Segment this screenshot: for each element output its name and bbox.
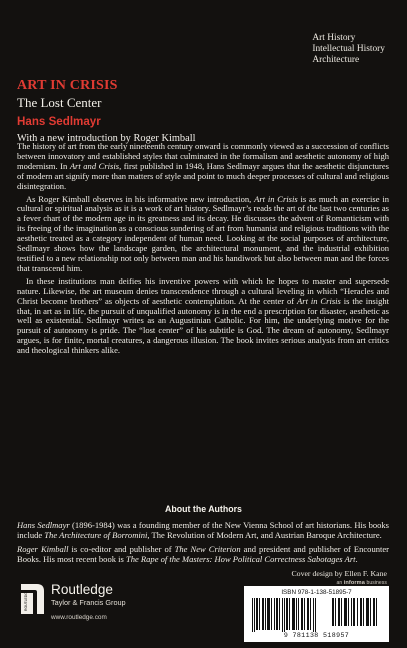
price-barcode-icon [332, 598, 378, 626]
isbn-label: ISBN 978-1-138-51895-7 [281, 589, 352, 596]
publisher-name-block [51, 582, 126, 607]
informa-business-tag: an informa business [336, 580, 387, 586]
subject-list [312, 33, 385, 66]
description-paragraph: As Roger Kimball observes in his informative new introduction, Art in Crisis is as much an exercise in cultural or spiritual analysis as it is a work of art history. Sedlmayr’s reads the art of the last two centuries as a fever chart of the modern age in its greatness and its decay. He discusses the advent of Romanticism with its freeing of the imagination as a conscious sundering of art from humanist and religious traditions with the aesthetic treated as a category independent of human need. Looking at the social purposes of architecture, Sedlmayr shows how the landscape garden, the architectural monument, and the industrial exhibition testified to a new relationship not only between man and his handiwork but also between man and the forces that transcend him. [17, 193, 389, 273]
barcode-icon [252, 598, 316, 632]
title-block [17, 78, 389, 146]
barcode-panel [244, 586, 389, 642]
description-paragraph: The history of art from the early nineteenth century onward is commonly viewed as a succession of conflicts between innovatory and established styles that culminated in the formalism and aesthetic autonomy of high modernism. In Art and Crisis, first published in 1948, Hans Sedlmayr argues that the aesthetic disjunctures of modern art signify more than matters of style and point to much deeper processes of cultural and religious disintegration. [17, 141, 389, 191]
about-authors-text [17, 520, 389, 568]
author-bio: Roger Kimball is co-editor and publisher of The New Criterion and president and publisher of Encounter Books. His most recent book is The Rape of the Masters: How Political Correctness Sabotages Art. [17, 544, 390, 564]
book-title: ART IN CRISIS [17, 78, 118, 93]
publisher-website: www.routledge.com [51, 614, 107, 621]
author-bio: Hans Sedlmayr (1896-1984) was a founding member of the New Vienna School of art historians. His books include The Architecture of Borromini, The Revolution of Modern Art, and Austrian Baroque Architecture. [17, 520, 389, 540]
book-subtitle: The Lost Center [17, 95, 102, 110]
book-description [17, 142, 389, 359]
introduction-credit: With a new introduction by Roger Kimball [17, 133, 196, 144]
cover-design-credit: Cover design by Ellen F. Kane [291, 569, 387, 578]
subject-item: Architecture [312, 55, 360, 65]
subject-item: Art History [312, 33, 356, 43]
about-authors-heading: About the Authors [165, 504, 242, 514]
author-name: Hans Sedlmayr [17, 115, 101, 128]
routledge-logo-icon [17, 582, 47, 616]
description-paragraph: In these institutions man deifies his inventive powers with which he hopes to master and supersede nature. Likewise, the art museum denies transcendence through a cultural leveling in which “Heracles and Christ become brothers” as objects of aesthetic contemplation. At the center of Art in Crisis is the insight that, in art as in life, the pursuit of unqualified autonomy is in the end a prescription for disaster, aesthetic as well as existential. Sedlmayr writes as an Augustinian Catholic. For him, the underlying motive for the pursuit of autonomy is pride. The “lost center” of his subtitle is God. The dream of autonomy, Sedlmayr argues, is for finite, mortal creatures, a dangerous illusion. The book invites serious analysis from art critics and theological thinkers alike. [17, 275, 389, 356]
publisher-group: Taylor & Francis Group [51, 598, 126, 607]
barcode-number: 9 781138 518957 [283, 632, 350, 639]
logo-text: ROUTLEDGE [24, 589, 28, 611]
subject-item: Intellectual History [312, 44, 385, 54]
publisher-name: Routledge [51, 582, 113, 597]
